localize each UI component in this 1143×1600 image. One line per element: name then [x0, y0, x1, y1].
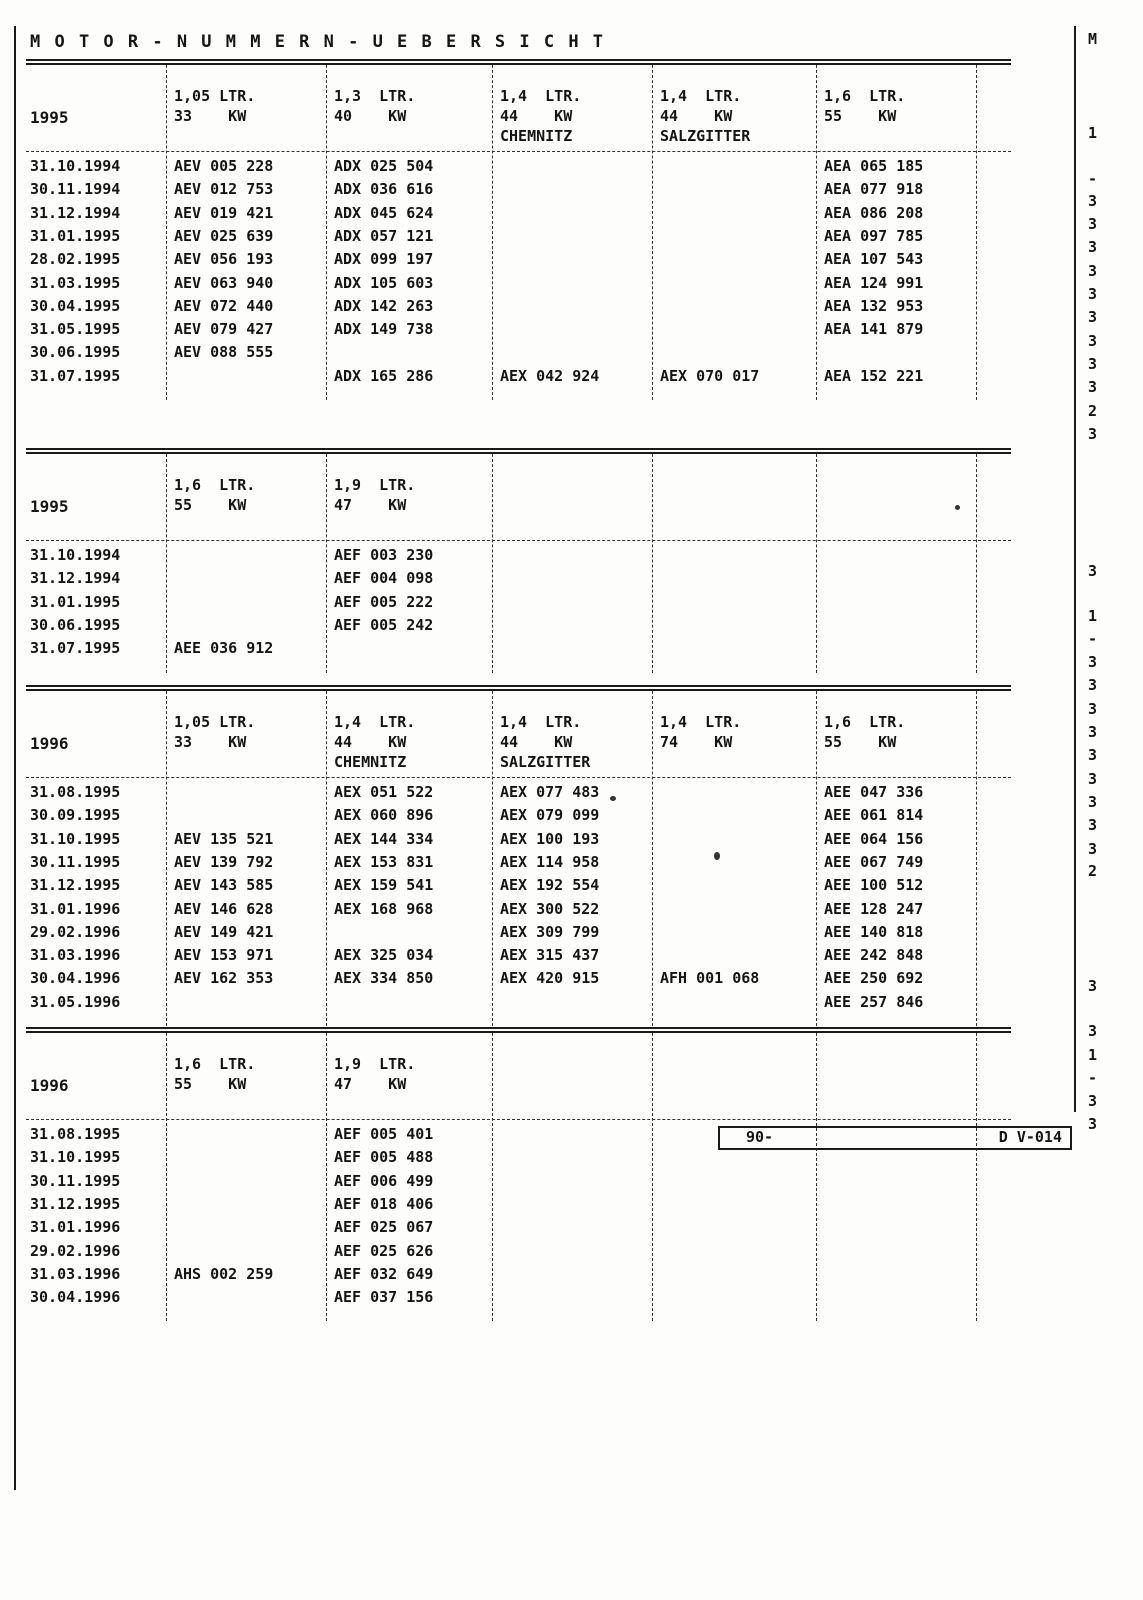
column-header-engine: 1,6 LTR. — [824, 87, 906, 105]
row-date: 30.06.1995 — [30, 343, 121, 362]
engine-number-cell: AEX 192 554 — [500, 876, 600, 895]
block-year: 1995 — [30, 108, 69, 127]
right-frame-line — [1074, 26, 1076, 1112]
column-separator — [816, 1033, 817, 1321]
column-header-engine: 1,9 LTR. — [334, 476, 416, 494]
engine-number-cell: AEX 079 099 — [500, 806, 600, 825]
row-date: 30.04.1995 — [30, 296, 121, 315]
column-separator — [816, 454, 817, 673]
column-header-kw: 40 KW — [334, 107, 407, 125]
row-date: 31.10.1994 — [30, 157, 121, 175]
engine-number-cell: ADX 165 286 — [334, 366, 434, 385]
engine-number-cell: AEA 077 918 — [824, 180, 924, 199]
column-separator — [492, 454, 493, 673]
column-separator — [652, 691, 653, 1026]
fragment-line: 3 — [1088, 746, 1098, 764]
block-year: 1995 — [30, 497, 69, 516]
fragment-line: 3 — [1088, 793, 1098, 811]
engine-number-cell: AEX 420 915 — [500, 969, 600, 988]
engine-number-cell: AEF 003 230 — [334, 546, 434, 564]
block-year: 1996 — [30, 734, 69, 753]
row-date: 31.01.1996 — [30, 899, 121, 918]
engine-number-cell: ADX 036 616 — [334, 180, 434, 199]
table-block — [26, 454, 1011, 673]
header-divider — [26, 540, 1011, 541]
engine-number-cell: AEV 153 971 — [174, 946, 274, 965]
column-separator — [326, 691, 327, 1026]
engine-number-cell: AEF 025 067 — [334, 1218, 434, 1237]
engine-number-cell: AEA 065 185 — [824, 157, 924, 175]
engine-number-cell: AEF 032 649 — [334, 1264, 434, 1283]
engine-number-cell: AEE 064 156 — [824, 829, 924, 848]
engine-number-cell: AEE 067 749 — [824, 852, 924, 871]
fragment-line: 2 — [1088, 402, 1098, 420]
column-header-engine: 1,9 LTR. — [334, 1055, 416, 1073]
engine-number-cell: AEF 005 488 — [334, 1148, 434, 1167]
row-date: 30.04.1996 — [30, 1288, 121, 1307]
engine-number-cell: ADX 105 603 — [334, 273, 434, 292]
fragment-line: 3 — [1088, 262, 1098, 280]
engine-number-cell: AEV 056 193 — [174, 250, 274, 269]
engine-number-cell: AEV 012 753 — [174, 180, 274, 199]
row-date: 31.01.1995 — [30, 592, 121, 611]
column-header-kw: 44 KW — [500, 107, 573, 125]
fragment-line: 3 — [1088, 700, 1098, 718]
column-header-kw: 74 KW — [660, 733, 733, 751]
column-header-kw: 47 KW — [334, 1075, 407, 1093]
column-header-plant: CHEMNITZ — [500, 127, 573, 145]
row-date: 30.04.1996 — [30, 969, 121, 988]
row-date: 30.06.1995 — [30, 615, 121, 634]
table-block — [26, 1033, 1011, 1321]
engine-number-cell: AEV 063 940 — [174, 273, 274, 292]
footer-document-ref: D V-014 — [998, 1128, 1062, 1146]
engine-number-cell: AEV 162 353 — [174, 969, 274, 988]
fragment-line: - — [1088, 170, 1098, 188]
engine-number-cell: AEV 135 521 — [174, 829, 274, 848]
engine-number-cell: AEE 100 512 — [824, 876, 924, 895]
engine-number-cell: AEA 086 208 — [824, 203, 924, 222]
row-date: 29.02.1996 — [30, 922, 121, 941]
row-date: 31.03.1996 — [30, 946, 121, 965]
column-header-engine: 1,4 LTR. — [334, 713, 416, 731]
engine-number-cell: AEX 315 437 — [500, 946, 600, 965]
column-header-engine: 1,6 LTR. — [174, 1055, 256, 1073]
column-separator — [166, 454, 167, 673]
engine-number-cell: AEA 152 221 — [824, 366, 924, 385]
engine-number-cell: AEE 242 848 — [824, 946, 924, 965]
footer-page-number: 90- — [746, 1128, 774, 1146]
engine-number-cell: AEE 140 818 — [824, 922, 924, 941]
engine-number-cell: AEA 107 543 — [824, 250, 924, 269]
fragment-line: 3 — [1088, 770, 1098, 788]
column-header-kw: 55 KW — [824, 733, 897, 751]
engine-number-cell: AEF 018 406 — [334, 1194, 434, 1213]
engine-number-cell: AEV 005 228 — [174, 157, 274, 175]
fragment-line: 3 — [1088, 1022, 1098, 1040]
column-separator — [652, 454, 653, 673]
column-separator — [652, 1033, 653, 1321]
row-date: 31.05.1996 — [30, 992, 121, 1011]
row-date: 31.05.1995 — [30, 320, 121, 339]
column-header-engine: 1,05 LTR. — [174, 87, 256, 105]
engine-number-cell: AEX 334 850 — [334, 969, 434, 988]
engine-number-cell: AEV 025 639 — [174, 226, 274, 245]
column-header-plant: CHEMNITZ — [334, 753, 407, 771]
engine-number-cell: AEE 250 692 — [824, 969, 924, 988]
table-block — [26, 65, 1011, 400]
column-separator — [976, 454, 977, 673]
engine-number-cell: AEE 128 247 — [824, 899, 924, 918]
scan-speck — [610, 796, 616, 801]
column-header-engine: 1,3 LTR. — [334, 87, 416, 105]
engine-number-cell: AEX 114 958 — [500, 852, 600, 871]
engine-number-cell: AEV 088 555 — [174, 343, 274, 362]
row-date: 30.09.1995 — [30, 806, 121, 825]
fragment-line: 1 — [1088, 1046, 1098, 1064]
engine-number-cell: AEX 042 924 — [500, 366, 600, 385]
column-separator — [492, 1033, 493, 1321]
header-divider — [26, 1119, 1011, 1120]
engine-number-cell: AEX 060 896 — [334, 806, 434, 825]
engine-number-cell: AEA 097 785 — [824, 226, 924, 245]
engine-number-cell: ADX 025 504 — [334, 157, 434, 175]
engine-number-cell: AEX 159 541 — [334, 876, 434, 895]
engine-number-cell: ADX 142 263 — [334, 296, 434, 315]
column-header-engine: 1,4 LTR. — [660, 87, 742, 105]
header-divider — [26, 777, 1011, 778]
column-separator — [816, 691, 817, 1026]
column-header-engine: 1,4 LTR. — [660, 713, 742, 731]
fragment-line: 1 — [1088, 607, 1098, 625]
engine-number-cell: AEV 079 427 — [174, 320, 274, 339]
engine-number-cell: AEA 141 879 — [824, 320, 924, 339]
scan-speck — [955, 505, 960, 510]
row-date: 31.12.1995 — [30, 1194, 121, 1213]
column-header-engine: 1,6 LTR. — [824, 713, 906, 731]
engine-number-cell: AEF 005 242 — [334, 615, 434, 634]
engine-number-cell: AEF 005 401 — [334, 1125, 434, 1143]
footer-reference-box — [718, 1126, 1072, 1150]
fragment-line: 3 — [1088, 425, 1098, 443]
fragment-line: 3 — [1088, 378, 1098, 396]
fragment-line: 3 — [1088, 355, 1098, 373]
column-separator — [976, 65, 977, 400]
engine-number-cell: AEX 100 193 — [500, 829, 600, 848]
row-date: 28.02.1995 — [30, 250, 121, 269]
column-separator — [166, 1033, 167, 1321]
row-date: 31.10.1994 — [30, 546, 121, 564]
column-header-kw: 33 KW — [174, 733, 247, 751]
column-separator — [976, 1033, 977, 1321]
fragment-line: 1 — [1088, 124, 1098, 142]
fragment-line: 3 — [1088, 653, 1098, 671]
column-header-kw: 44 KW — [500, 733, 573, 751]
column-header-engine: 1,4 LTR. — [500, 87, 582, 105]
row-date: 31.01.1996 — [30, 1218, 121, 1237]
engine-number-cell: ADX 057 121 — [334, 226, 434, 245]
column-header-plant: SALZGITTER — [660, 127, 751, 145]
column-header-engine: 1,05 LTR. — [174, 713, 256, 731]
table-block — [26, 691, 1011, 1026]
engine-number-cell: AEX 325 034 — [334, 946, 434, 965]
engine-number-cell: AEX 144 334 — [334, 829, 434, 848]
column-header-kw: 47 KW — [334, 496, 407, 514]
row-date: 31.12.1994 — [30, 569, 121, 588]
engine-number-cell: AHS 002 259 — [174, 1264, 274, 1283]
row-date: 31.12.1995 — [30, 876, 121, 895]
fragment-line: 3 — [1088, 816, 1098, 834]
column-header-engine: 1,6 LTR. — [174, 476, 256, 494]
engine-number-cell: AEX 051 522 — [334, 783, 434, 801]
fragment-heading: M — [1088, 30, 1098, 48]
row-date: 30.11.1994 — [30, 180, 121, 199]
column-header-kw: 33 KW — [174, 107, 247, 125]
engine-number-cell: AEF 004 098 — [334, 569, 434, 588]
engine-number-cell: ADX 149 738 — [334, 320, 434, 339]
row-date: 31.10.1995 — [30, 1148, 121, 1167]
column-header-engine: 1,4 LTR. — [500, 713, 582, 731]
column-separator — [166, 691, 167, 1026]
column-header-kw: 44 KW — [334, 733, 407, 751]
engine-number-cell: ADX 099 197 — [334, 250, 434, 269]
fragment-line: - — [1088, 1069, 1098, 1087]
engine-number-cell: AEV 146 628 — [174, 899, 274, 918]
engine-number-cell: AEF 037 156 — [334, 1288, 434, 1307]
engine-number-cell: AEF 005 222 — [334, 592, 434, 611]
column-separator — [326, 454, 327, 673]
fragment-line: 3 — [1088, 977, 1098, 995]
column-separator — [652, 65, 653, 400]
fragment-line: 3 — [1088, 723, 1098, 741]
fragment-line: 3 — [1088, 1092, 1098, 1110]
fragment-line: 3 — [1088, 308, 1098, 326]
engine-number-cell: AEX 153 831 — [334, 852, 434, 871]
header-divider — [26, 151, 1011, 152]
row-date: 30.11.1995 — [30, 1171, 121, 1190]
row-date: 31.03.1996 — [30, 1264, 121, 1283]
fragment-line: 3 — [1088, 238, 1098, 256]
column-separator — [166, 65, 167, 400]
engine-number-cell: AEV 149 421 — [174, 922, 274, 941]
column-separator — [326, 1033, 327, 1321]
row-date: 31.03.1995 — [30, 273, 121, 292]
engine-number-cell: AEE 061 814 — [824, 806, 924, 825]
engine-number-cell: AFH 001 068 — [660, 969, 760, 988]
row-date: 31.12.1994 — [30, 203, 121, 222]
fragment-line: 3 — [1088, 840, 1098, 858]
engine-number-cell: AEV 019 421 — [174, 203, 274, 222]
row-date: 30.11.1995 — [30, 852, 121, 871]
engine-number-cell: AEX 077 483 — [500, 783, 600, 801]
fragment-line: - — [1088, 630, 1098, 648]
column-header-kw: 55 KW — [174, 496, 247, 514]
page-title: M O T O R - N U M M E R N - U E B E R S I C H T — [30, 32, 606, 52]
fragment-line: 3 — [1088, 562, 1098, 580]
block-year: 1996 — [30, 1076, 69, 1095]
fragment-line: 3 — [1088, 332, 1098, 350]
engine-number-cell: AEF 006 499 — [334, 1171, 434, 1190]
column-separator — [976, 691, 977, 1026]
scan-speck — [714, 852, 720, 860]
row-date: 31.08.1995 — [30, 783, 121, 801]
left-frame-line — [14, 26, 16, 1490]
engine-number-cell: AEE 047 336 — [824, 783, 924, 801]
column-header-kw: 55 KW — [824, 107, 897, 125]
row-date: 31.07.1995 — [30, 366, 121, 385]
column-separator — [326, 65, 327, 400]
column-separator — [492, 65, 493, 400]
row-date: 29.02.1996 — [30, 1241, 121, 1260]
engine-number-cell: AEV 143 585 — [174, 876, 274, 895]
engine-number-cell: AEX 309 799 — [500, 922, 600, 941]
engine-number-cell: AEF 025 626 — [334, 1241, 434, 1260]
engine-number-cell: AEX 070 017 — [660, 366, 760, 385]
engine-number-cell: AEV 139 792 — [174, 852, 274, 871]
row-date: 31.07.1995 — [30, 639, 121, 658]
column-header-kw: 55 KW — [174, 1075, 247, 1093]
fragment-line: 3 — [1088, 1115, 1098, 1133]
fragment-line: 3 — [1088, 676, 1098, 694]
engine-number-cell: AEA 124 991 — [824, 273, 924, 292]
fragment-line: 3 — [1088, 285, 1098, 303]
fragment-line: 3 — [1088, 215, 1098, 233]
engine-number-cell: AEE 036 912 — [174, 639, 274, 658]
column-separator — [816, 65, 817, 400]
engine-number-cell: ADX 045 624 — [334, 203, 434, 222]
engine-number-cell: AEV 072 440 — [174, 296, 274, 315]
row-date: 31.10.1995 — [30, 829, 121, 848]
engine-number-cell: AEA 132 953 — [824, 296, 924, 315]
engine-number-cell: AEX 168 968 — [334, 899, 434, 918]
row-date: 31.01.1995 — [30, 226, 121, 245]
column-header-kw: 44 KW — [660, 107, 733, 125]
column-header-plant: SALZGITTER — [500, 753, 591, 771]
column-separator — [492, 691, 493, 1026]
engine-number-cell: AEE 257 846 — [824, 992, 924, 1011]
row-date: 31.08.1995 — [30, 1125, 121, 1143]
fragment-line: 2 — [1088, 862, 1098, 880]
fragment-line: 3 — [1088, 192, 1098, 210]
engine-number-cell: AEX 300 522 — [500, 899, 600, 918]
